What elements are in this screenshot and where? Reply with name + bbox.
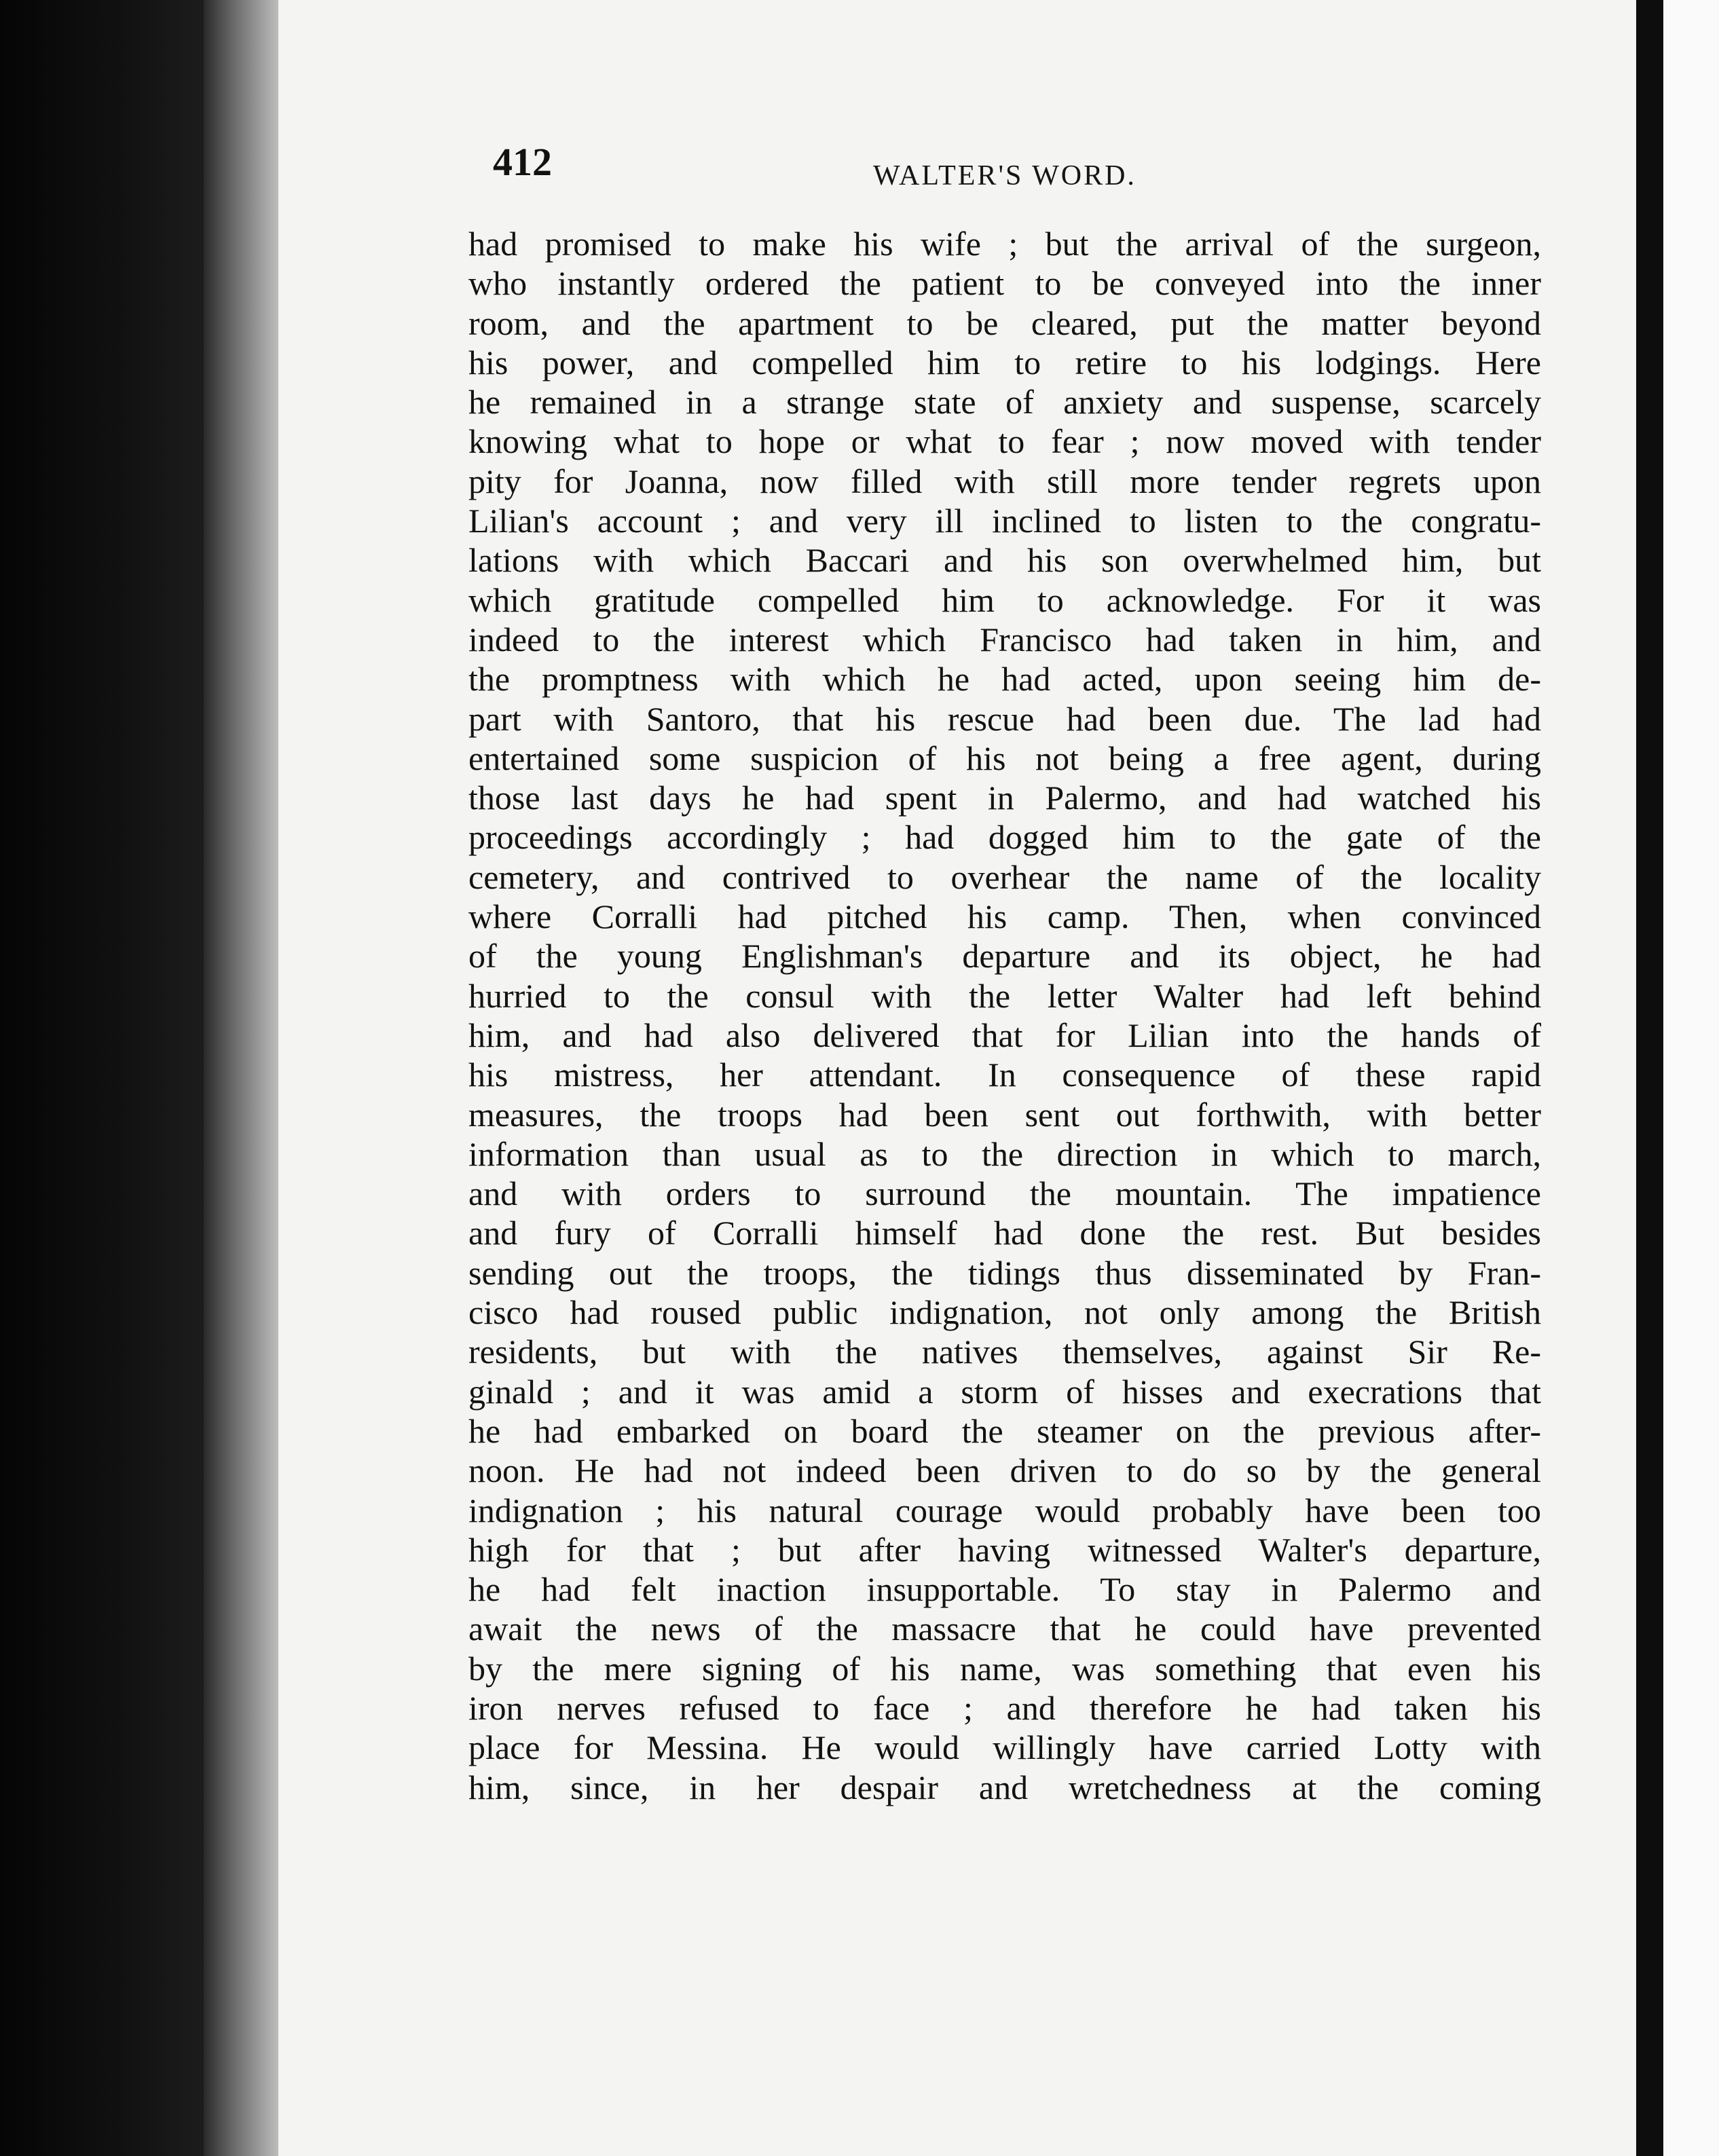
- text-line: he had embarked on board the steamer on the previous after-: [468, 1411, 1541, 1450]
- page-number: 412: [493, 140, 552, 184]
- page-edge-right: [1636, 0, 1663, 2156]
- book-gutter-shadow: [204, 0, 278, 2156]
- text-line: his mistress, her attendant. In consequence of these rapid: [468, 1056, 1541, 1094]
- text-line: room, and the apartment to be cleared, put the matter beyond: [468, 303, 1541, 342]
- text-line: cisco had roused public indignation, not only among the British: [468, 1293, 1541, 1332]
- text-line: high for that ; but after having witnessed Walter's departure,: [468, 1530, 1541, 1569]
- text-line: the promptness with which he had acted, upon seeing him de-: [468, 660, 1541, 699]
- text-line: indignation ; his natural courage would probably have been too: [468, 1491, 1541, 1529]
- text-line: ginald ; and it was amid a storm of hisses and execrations that: [468, 1372, 1541, 1411]
- text-line: information than usual as to the direction in which to march,: [468, 1134, 1541, 1173]
- text-line: where Corralli had pitched his camp. Then, when convinced: [468, 897, 1541, 936]
- text-line: by the mere signing of his name, was something that even his: [468, 1649, 1541, 1688]
- text-line: pity for Joanna, now filled with still more tender regrets upon: [468, 462, 1541, 500]
- text-line: him, and had also delivered that for Lilian into the hands of: [468, 1016, 1541, 1054]
- text-line: iron nerves refused to face ; and therefore he had taken his: [468, 1688, 1541, 1727]
- text-line: he remained in a strange state of anxiety and suspense, scarcely: [468, 383, 1541, 422]
- text-line: his power, and compelled him to retire to his lodgings. Here: [468, 343, 1541, 382]
- body-text: [468, 224, 1541, 1807]
- text-line: lations with which Baccari and his son overwhelmed him, but: [468, 541, 1541, 580]
- text-line: and with orders to surround the mountain. The impatience: [468, 1174, 1541, 1213]
- text-line: part with Santoro, that his rescue had been due. The lad had: [468, 699, 1541, 738]
- text-line: entertained some suspicion of his not being a free agent, during: [468, 739, 1541, 777]
- text-line: residents, but with the natives themselves, against Sir Re-: [468, 1333, 1541, 1371]
- text-line: place for Messina. He would willingly have carried Lotty with: [468, 1728, 1541, 1767]
- text-line: measures, the troops had been sent out forthwith, with better: [468, 1095, 1541, 1134]
- text-line: which gratitude compelled him to acknowledge. For it was: [468, 580, 1541, 619]
- text-line: noon. He had not indeed been driven to do so by the general: [468, 1451, 1541, 1490]
- running-head: WALTER'S WORD.: [873, 160, 1136, 191]
- text-line: knowing what to hope or what to fear ; now moved with tender: [468, 422, 1541, 461]
- text-line: sending out the troops, the tidings thus disseminated by Fran-: [468, 1253, 1541, 1292]
- text-line: cemetery, and contrived to overhear the name of the locality: [468, 857, 1541, 896]
- text-line: indeed to the interest which Francisco had taken in him, and: [468, 620, 1541, 658]
- text-line: Lilian's account ; and very ill inclined to listen to the congratu-: [468, 502, 1541, 540]
- text-line: await the news of the massacre that he could have prevented: [468, 1610, 1541, 1648]
- text-line: he had felt inaction insupportable. To stay in Palermo and: [468, 1570, 1541, 1609]
- text-line: of the young Englishman's departure and its object, he had: [468, 937, 1541, 975]
- text-line: those last days he had spent in Palermo, and had watched his: [468, 779, 1541, 817]
- text-line: hurried to the consul with the letter Walter had left behind: [468, 976, 1541, 1015]
- text-line: had promised to make his wife ; but the arrival of the surgeon,: [468, 225, 1541, 263]
- text-line: who instantly ordered the patient to be conveyed into the inner: [468, 264, 1541, 303]
- scan-dark-margin-left: [0, 0, 204, 2156]
- scan-margin-right: [1663, 0, 1719, 2156]
- page-header: [493, 139, 1538, 200]
- text-line: proceedings accordingly ; had dogged him to the gate of the: [468, 818, 1541, 857]
- text-line: him, since, in her despair and wretchedness at the coming: [468, 1768, 1541, 1806]
- text-line: and fury of Corralli himself had done the rest. But besides: [468, 1214, 1541, 1252]
